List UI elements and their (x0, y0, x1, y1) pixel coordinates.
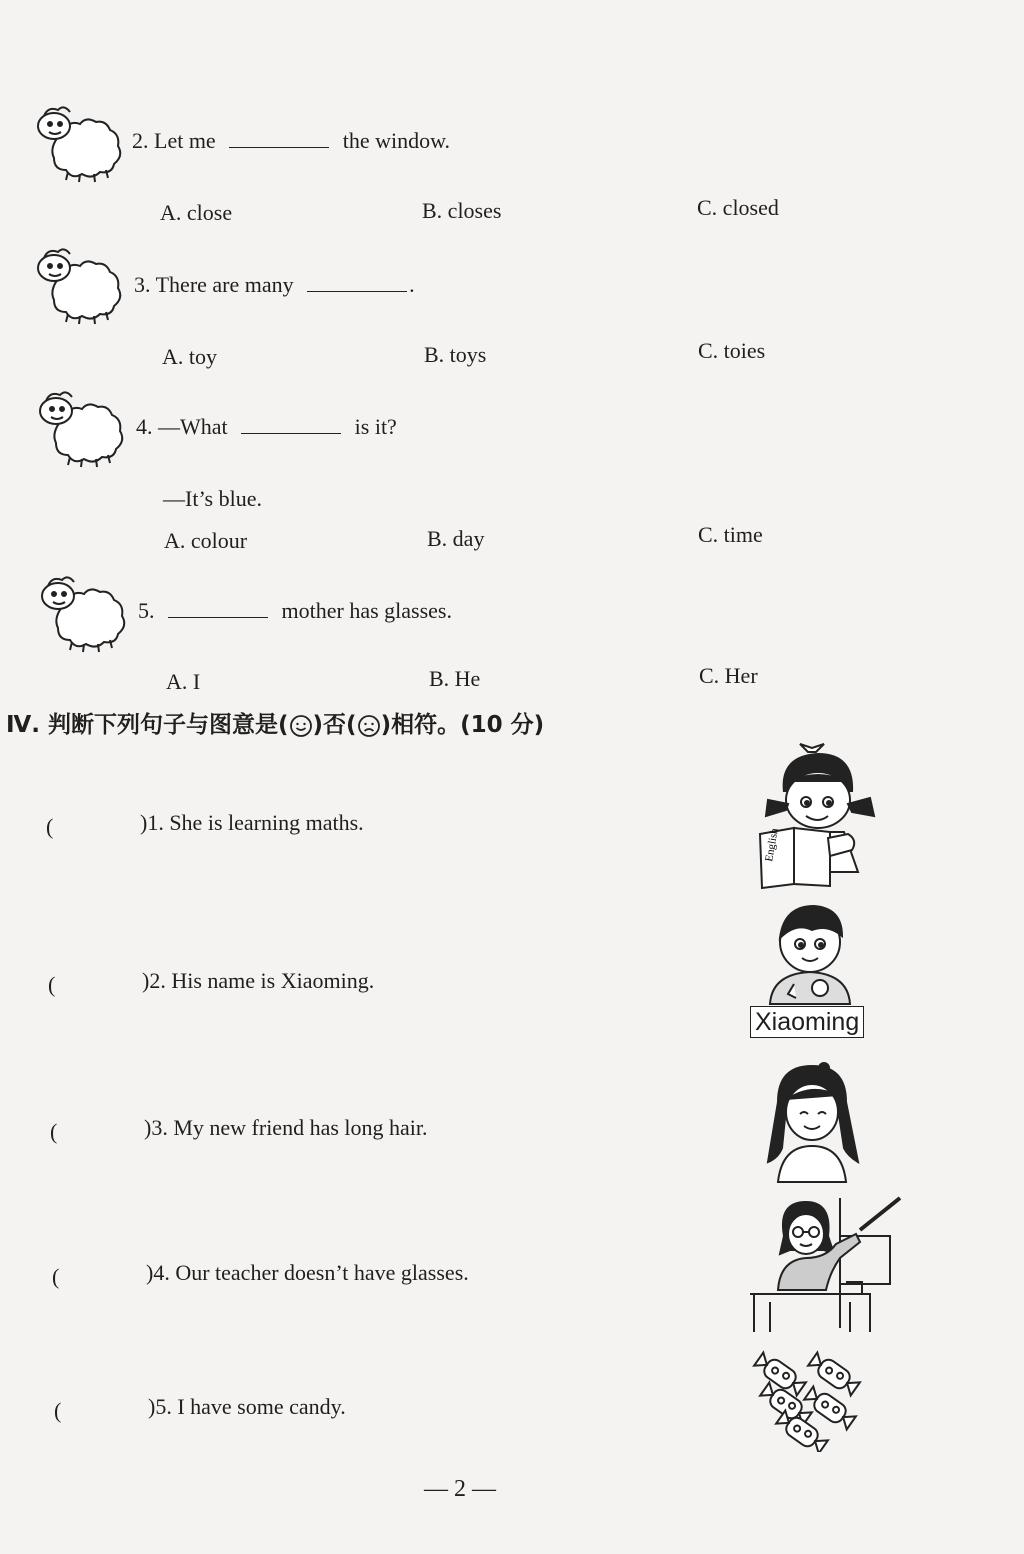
answer-paren-3[interactable] (50, 1119, 57, 1145)
option-c[interactable]: C. Her (699, 663, 758, 688)
judge-item-4: )4. Our teacher doesn’t have glasses. (146, 1260, 469, 1285)
section-number: Ⅳ. (6, 712, 41, 738)
option-a[interactable]: A. close (160, 200, 233, 225)
question-5 (138, 598, 452, 624)
option-a[interactable]: A. I (166, 669, 201, 694)
book-label: English (763, 827, 781, 863)
question-3 (134, 272, 415, 298)
option-c[interactable]: C. closed (697, 195, 779, 220)
sad-face-icon (357, 714, 381, 738)
question-text-after: the window. (342, 128, 451, 153)
answer-blank[interactable] (229, 147, 329, 148)
candy-icon (750, 1344, 868, 1452)
option-a[interactable]: A. toy (162, 344, 217, 369)
option-a[interactable]: A. colour (164, 528, 248, 553)
sheep-icon (34, 242, 130, 326)
answer-paren-5[interactable] (54, 1398, 61, 1424)
option-b[interactable]: B. day (427, 526, 485, 551)
judge-item-3: )3. My new friend has long hair. (144, 1115, 428, 1140)
answer-blank[interactable] (168, 617, 268, 618)
question-2 (132, 128, 450, 154)
page-number: — 2 — (424, 1476, 496, 1502)
girl-reading-icon (744, 742, 888, 890)
answer-blank[interactable] (307, 291, 407, 292)
section-heading (6, 706, 544, 739)
question-number: 5. (138, 598, 155, 623)
question-text-before: There are many (155, 272, 294, 297)
smiley-face-icon (289, 714, 313, 738)
paren-open: ( (48, 972, 56, 997)
judge-item-1: )1. She is learning maths. (140, 810, 364, 835)
section-title-part2: )否( (312, 712, 357, 738)
answer-blank[interactable] (241, 433, 341, 434)
judge-item-2: )2. His name is Xiaoming. (142, 968, 375, 993)
section-title-part3: )相符。(10 分) (380, 712, 545, 738)
question-number: 2. (132, 128, 149, 153)
boy-icon (762, 904, 858, 1010)
question-text-before: Let me (154, 128, 216, 153)
sheep-icon (36, 385, 132, 469)
answer-paren-4[interactable] (52, 1264, 59, 1290)
question-number: 3. (134, 272, 151, 297)
judge-item-5: )5. I have some candy. (148, 1394, 346, 1419)
question-text-after: mother has glasses. (281, 598, 452, 623)
question-number: 4. (136, 414, 153, 439)
answer-line: —It’s blue. (163, 486, 262, 511)
name-card: Xiaoming (750, 1006, 864, 1038)
question-text-after: . (409, 272, 415, 297)
sheep-icon (38, 570, 134, 654)
question-text-after: is it? (354, 414, 397, 439)
question-4 (136, 414, 397, 440)
paren-open: ( (52, 1264, 60, 1289)
answer-paren-2[interactable] (48, 972, 55, 998)
option-b[interactable]: B. He (429, 666, 481, 691)
teacher-icon (750, 1196, 904, 1332)
question-text-before: —What (158, 414, 228, 439)
paren-open: ( (50, 1119, 58, 1144)
option-c[interactable]: C. toies (698, 338, 766, 363)
section-title-part1: 判断下列句子与图意是( (48, 712, 289, 738)
option-c[interactable]: C. time (698, 522, 763, 547)
option-b[interactable]: B. toys (424, 342, 487, 367)
long-hair-girl-icon (760, 1062, 864, 1184)
option-b[interactable]: B. closes (422, 198, 502, 223)
paren-open: ( (46, 814, 54, 839)
paren-open: ( (54, 1398, 62, 1423)
sheep-icon (34, 100, 130, 184)
answer-paren-1[interactable] (46, 814, 53, 840)
